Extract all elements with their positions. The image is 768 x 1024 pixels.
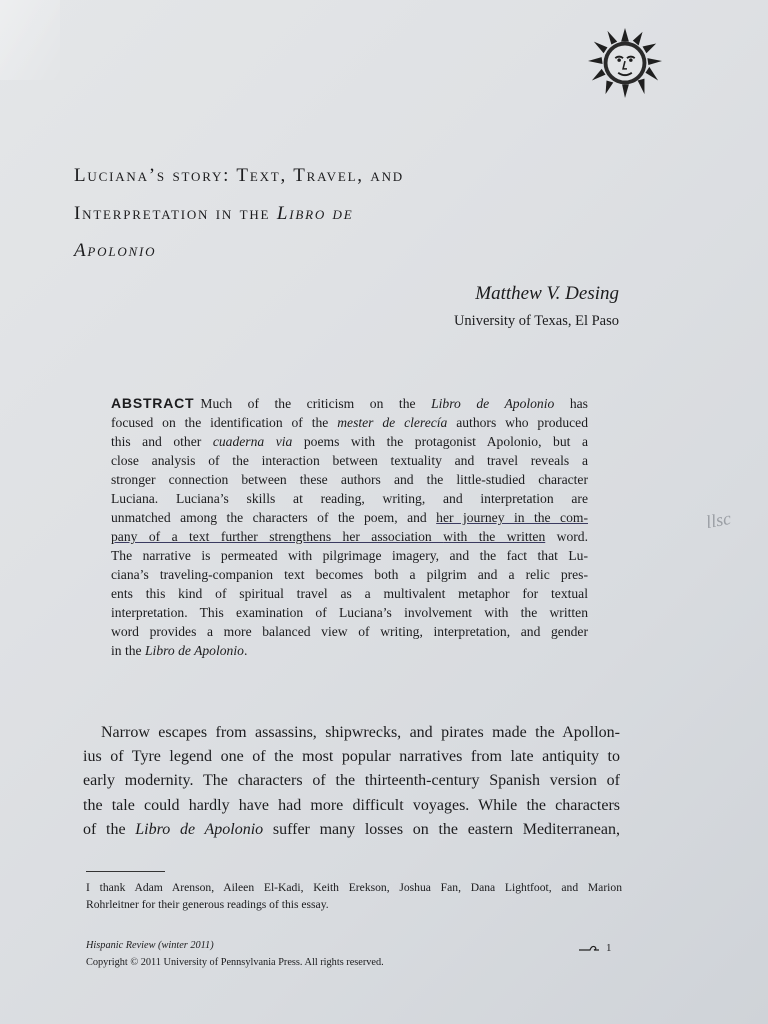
abstract-line: word provides a more balanced view of writing, interpretation, and gender (111, 624, 588, 639)
page-fold-shadow (0, 0, 60, 80)
article-title (74, 157, 634, 270)
abstract-label: ABSTRACT (111, 395, 195, 411)
abstract-line: Luciana. Luciana’s skills at reading, writing, and interpretation are (111, 491, 588, 506)
abstract-line: focused on the identification of the mester de clerecía authors who produced (111, 415, 589, 430)
abstract-line: unmatched among the characters of the poem, and her journey in the com- (111, 510, 588, 525)
footnote-line: I thank Adam Arenson, Aileen El-Kadi, Keith Erekson, Joshua Fan, Dana Lightfoot, and Marion (86, 881, 622, 894)
abstract-line: close analysis of the interaction between textuality and travel reveals a (111, 453, 588, 468)
footnote-rule (86, 871, 165, 872)
page-number (578, 942, 612, 954)
body-line: of the Libro de Apolonio suffer many losses on the eastern Mediterranean, (83, 820, 620, 838)
body-line: the tale could hardly have had more difficult voyages. While the characters (83, 796, 620, 814)
body-line: early modernity. The characters of the thirteenth-century Spanish version of (83, 772, 620, 790)
abstract-line: ents this kind of spiritual travel as a multivalent metaphor for textual (111, 586, 588, 601)
abstract (111, 394, 588, 660)
journal-citation: Hispanic Review (winter 2011) (86, 940, 214, 951)
abstract-line: pany of a text further strengthens her association with the written word. (111, 529, 588, 544)
title-line-2 (74, 195, 634, 233)
abstract-line: ABSTRACT Much of the criticism on the Libro de Apolonio has (111, 395, 588, 411)
ornament-icon (578, 943, 600, 953)
abstract-line: this and other cuaderna via poems with the protagonist Apolonio, but a (111, 434, 588, 449)
abstract-line: The narrative is permeated with pilgrimage imagery, and the fact that Lu- (111, 548, 588, 563)
body-line: ius of Tyre legend one of the most popular narratives from late antiquity to (83, 748, 620, 766)
title-line-2-text: Interpretation in the (74, 202, 277, 224)
title-line-2-italic: Libro de (276, 202, 354, 224)
footnote-line: Rohrleitner for their generous readings of this essay. (86, 898, 329, 911)
title-line-3: Apolonio (74, 240, 157, 261)
abstract-line: stronger connection between these authors and the little-studied character (111, 472, 588, 487)
abstract-line: interpretation. This examination of Luciana’s involvement with the written (111, 605, 588, 620)
sun-face-icon (586, 26, 664, 100)
copyright-notice: Copyright © 2011 University of Pennsylvania Press. All rights reserved. (86, 957, 384, 968)
title-line-1: Luciana’s story: Text, Travel, and (74, 165, 404, 186)
handwritten-margin-note: llsc (704, 507, 733, 533)
footnote (86, 879, 622, 913)
author-affiliation: University of Texas, El Paso (453, 313, 619, 329)
page-number-value: 1 (606, 942, 612, 954)
author-name: Matthew V. Desing (475, 283, 619, 304)
abstract-line: in the Libro de Apolonio. (111, 643, 248, 658)
body-line: Narrow escapes from assassins, shipwrecks, and pirates made the Apollon- (101, 724, 620, 741)
handwritten-underline: her journey in the com- (436, 510, 588, 525)
body-paragraph (83, 721, 620, 842)
abstract-line: ciana’s traveling-companion text becomes both a pilgrim and a relic pres- (111, 567, 588, 582)
